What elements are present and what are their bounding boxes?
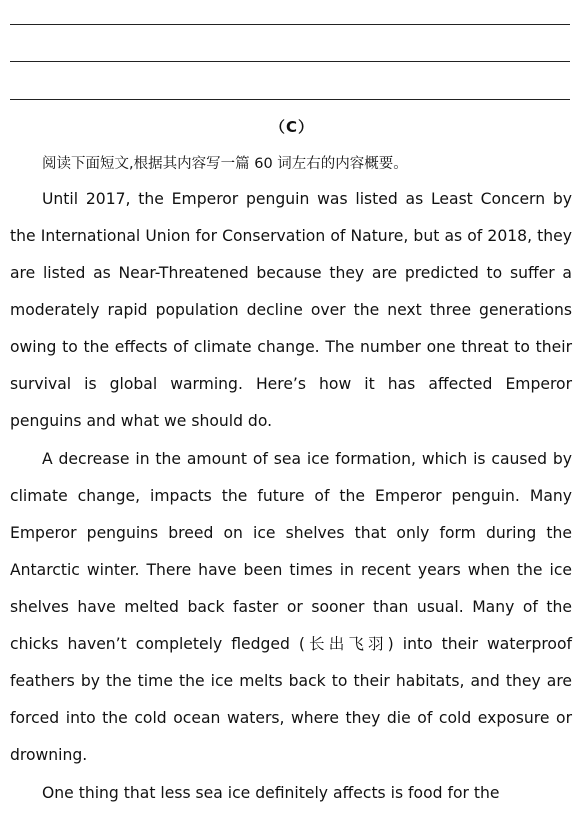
passage-paragraph-1: Until 2017, the Emperor penguin was listed as Least Concern by the International Union for Conservation of Nature, but as of 2018, they are listed as Near-Threatened because they are predicted to suffer a moderately rapid population decline over the next three generations owing to the effects of climate change. The number one threat to their survival is global warming. Here’s how it has affected Emperor penguins and what we should do. bbox=[10, 190, 572, 430]
passage-paragraph-2: A decrease in the amount of sea ice formation, which is caused by climate change, impacts the future of the Emperor penguin. Many Emperor penguins breed on ice shelves that only form during the Antarctic winter. There have been times in recent years when the ice shelves have melted back faster or sooner than usual. Many of the chicks haven’t completely fledged (长出飞羽) into their waterproof feathers by the time the ice melts back to their habitats, and they are forced into the cold ocean waters, where they die of cold exposure or drowning. bbox=[10, 450, 572, 764]
instruction-text: 阅读下面短文,根据其内容写一篇 60 词左右的内容概要。 bbox=[42, 156, 408, 172]
passage-paragraph-3: One thing that less sea ice definitely affects is food for the bbox=[42, 784, 500, 802]
answer-line-3 bbox=[10, 99, 570, 100]
answer-line-1 bbox=[10, 24, 570, 25]
answer-line-2 bbox=[10, 61, 570, 62]
section-label: （C） bbox=[269, 118, 314, 136]
